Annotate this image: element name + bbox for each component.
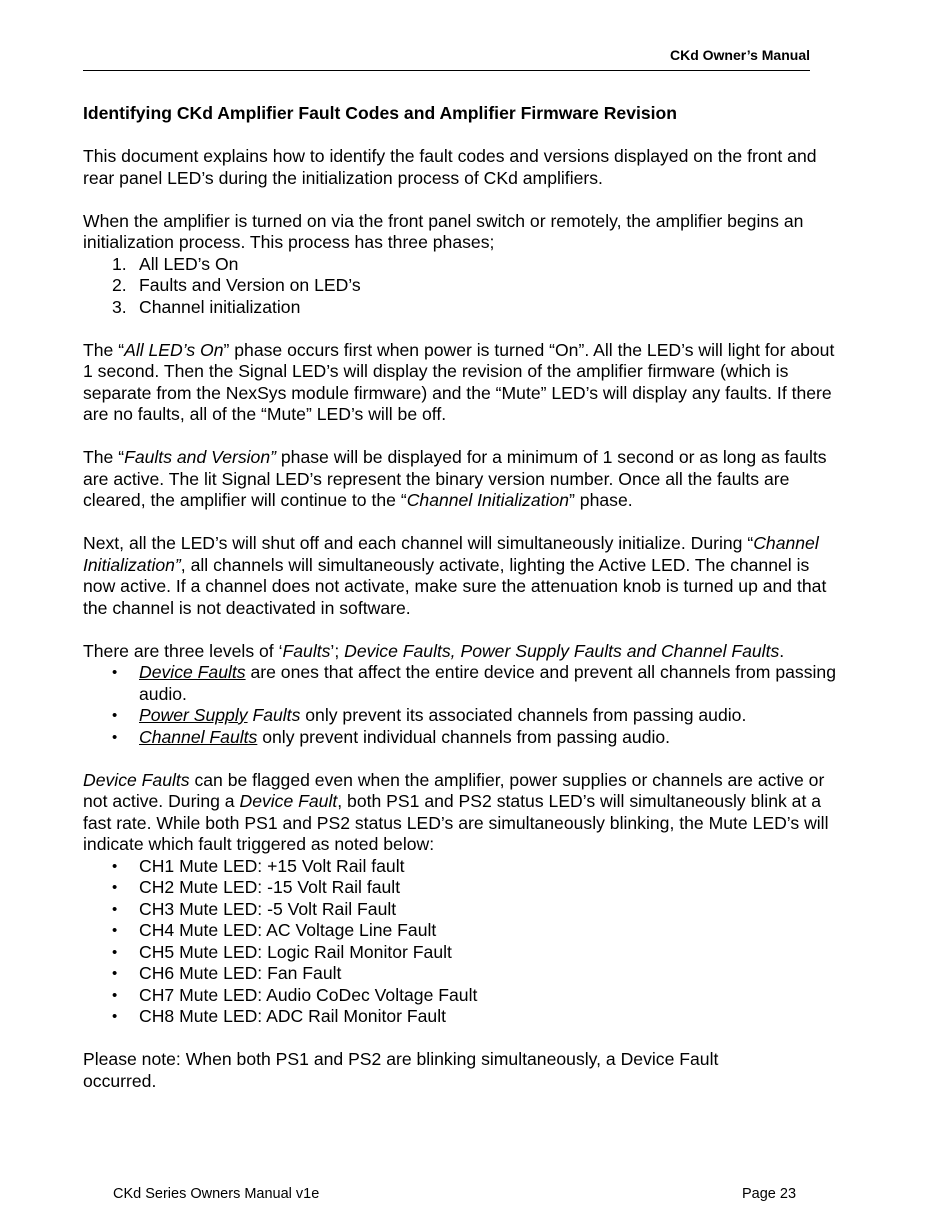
next-paragraph [83, 533, 843, 619]
emphasis-fault-levels: Device Faults, Power Supply Faults and Channel Faults [344, 640, 780, 661]
faults-version-paragraph [83, 447, 843, 512]
emphasis-device-fault: Device Fault [239, 791, 338, 811]
phase-list [83, 254, 843, 319]
fault-type-item [83, 705, 843, 727]
mute-fault-text: CH6 Mute LED: Fan Fault [139, 963, 342, 983]
fault-type-description: only prevent individual channels from passing audio. [257, 726, 671, 747]
bullet-icon: • [112, 922, 118, 939]
bullet-icon: • [112, 900, 118, 918]
text-run: ” phase occurs first when power is turned “On”. All the LED’s will light for about 1 second. Then the Signal LED’s will display the revision of the amplifier firmware (which is separate from the NexSys module firmware) and the “Mute” LED’s will display any faults. If there are no faults, all of the “Mute” LED’s will be off. [83, 339, 835, 424]
phase-label: Channel initialization [139, 296, 301, 317]
bullet-icon: • [112, 879, 118, 896]
mute-fault-item [83, 942, 843, 964]
text-run: phase will be displayed for a minimum of 1 second or as long as faults are active. The lit Signal LED’s represent the binary version number. Once all the faults are cleared, the amplifier will continue to the “ [83, 447, 827, 510]
bullet-icon: • [112, 664, 118, 681]
bullet-icon: • [112, 857, 118, 875]
bullet-icon: • [112, 965, 118, 982]
text-run: ” phase. [569, 490, 633, 510]
running-header: CKd Owner’s Manual [669, 47, 810, 63]
emphasis-faults: Faults [282, 640, 331, 661]
text-run: , all channels will simultaneously activate, lighting the Active LED. The channel is now active. If a channel does not activate, make sure the attenuation knob is turned up and that the channel is not deactivated in software. [83, 554, 827, 618]
fault-type-name-suffix: Faults [247, 705, 301, 725]
mute-fault-text: CH2 Mute LED: -15 Volt Rail fault [139, 877, 401, 897]
bullet-icon: • [112, 728, 118, 746]
mute-fault-text: CH1 Mute LED: +15 Volt Rail fault [139, 855, 405, 876]
mute-fault-text: CH8 Mute LED: ADC Rail Monitor Fault [139, 1006, 447, 1026]
footer-document-title: CKd Series Owners Manual v1e [113, 1186, 320, 1202]
mute-fault-item [83, 877, 843, 899]
phase-number: 2. [112, 275, 127, 295]
text-run: There are three levels of ‘ [83, 640, 283, 661]
intro-paragraph: This document explains how to identify the fault codes and versions displayed on the front and rear panel LED’s during the initialization process of CKd amplifiers. [83, 146, 817, 188]
mute-fault-item [83, 856, 843, 878]
initialization-paragraph: When the amplifier is turned on via the front panel switch or remotely, the amplifier begins an initialization process. This process has three phases; [83, 210, 804, 252]
fault-type-name: Power Supply [139, 705, 248, 725]
fault-levels-paragraph [83, 641, 843, 663]
mute-fault-text: CH5 Mute LED: Logic Rail Monitor Fault [139, 941, 452, 962]
fault-type-name: Channel Faults [139, 726, 258, 747]
emphasis-channel-initialization: Channel Initialization [406, 490, 570, 510]
emphasis-channel-initialization: Channel Initialization” [83, 533, 819, 575]
phase-number: 1. [112, 253, 127, 274]
mute-fault-list [83, 856, 843, 1028]
fault-type-description: only prevent its associated channels from passing audio. [300, 705, 747, 725]
text-run: The “ [83, 447, 125, 467]
text-run: can be flagged even when the amplifier, power supplies or channels are active or not active. During a [83, 769, 825, 811]
section-heading: Identifying CKd Amplifier Fault Codes and Amplifier Firmware Revision [83, 103, 678, 123]
phase-item [83, 254, 843, 276]
mute-fault-text: CH4 Mute LED: AC Voltage Line Fault [139, 920, 437, 940]
mute-fault-text: CH3 Mute LED: -5 Volt Rail Fault [139, 898, 397, 919]
mute-fault-item [83, 1006, 843, 1028]
fault-type-description: are ones that affect the entire device and prevent all channels from passing audio. [139, 662, 836, 704]
fault-type-list [83, 662, 843, 748]
phase-label: Faults and Version on LED’s [139, 275, 361, 295]
text-run: The “ [83, 339, 125, 360]
bullet-icon: • [112, 707, 118, 724]
phase-item [83, 297, 843, 319]
bullet-icon: • [112, 986, 118, 1004]
text-run: ’; [330, 640, 345, 661]
mute-fault-item [83, 985, 843, 1007]
footer-page-number: Page 23 [742, 1186, 797, 1202]
fault-type-item [83, 727, 843, 749]
fault-type-item [83, 662, 843, 705]
text-run: Next, all the LED’s will shut off and each channel will simultaneously initialize. During “ [83, 533, 754, 553]
all-leds-paragraph [83, 340, 843, 426]
text-run: . [779, 640, 785, 661]
device-faults-paragraph [83, 770, 843, 856]
note-paragraph: Please note: When both PS1 and PS2 are blinking simultaneously, a Device Fault occurred. [83, 1049, 719, 1091]
phase-item [83, 275, 843, 297]
emphasis-all-leds-on: All LED’s On [124, 339, 224, 360]
emphasis-faults-version: Faults and Version” [124, 447, 276, 467]
mute-fault-item [83, 963, 843, 985]
bullet-icon: • [112, 1008, 118, 1025]
mute-fault-item [83, 920, 843, 942]
mute-fault-item [83, 899, 843, 921]
emphasis-device-faults: Device Faults [83, 769, 190, 790]
mute-fault-text: CH7 Mute LED: Audio CoDec Voltage Fault [139, 984, 478, 1005]
phase-label: All LED’s On [139, 253, 239, 274]
page-content [83, 103, 843, 1114]
phase-number: 3. [112, 296, 127, 317]
text-run: , both PS1 and PS2 status LED’s will simultaneously blink at a fast rate. While both PS1 and PS2 status LED’s are simultaneously blinking, the Mute LED’s will indicate which fault triggered as noted below: [83, 791, 829, 854]
bullet-icon: • [112, 943, 118, 961]
fault-type-name: Device Faults [139, 662, 246, 682]
header-divider [83, 70, 810, 71]
